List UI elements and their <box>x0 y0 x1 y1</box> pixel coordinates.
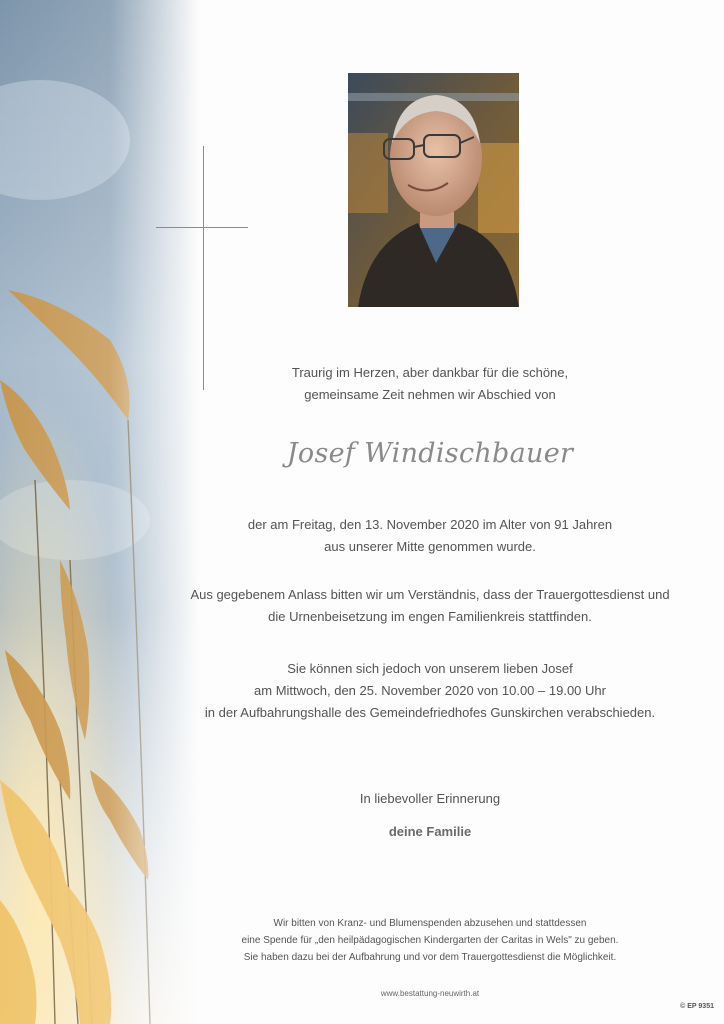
notice-text <box>150 584 710 628</box>
request-line-2: eine Spende für „den heilpädagogischen Kindergarten der Caritas in Wels" zu geben. <box>241 935 619 946</box>
request-line-3: Sie haben dazu bei der Aufbahrung und vor dem Trauergottesdienst die Möglichkeit. <box>243 952 617 963</box>
farewell-line-1: Sie können sich jedoch von unserem lieben Josef <box>287 661 573 676</box>
farewell-line-2: am Mittwoch, den 25. November 2020 von 10.00 – 19.00 Uhr <box>254 683 606 698</box>
donation-request <box>150 915 710 966</box>
intro-text <box>150 362 710 406</box>
death-line-2: aus unserer Mitte genommen wurde. <box>324 539 536 554</box>
reed-sky-image <box>0 0 200 1024</box>
portrait-photo <box>348 73 519 307</box>
death-line-1: der am Freitag, den 13. November 2020 im Alter von 91 Jahren <box>247 517 613 532</box>
family-signature: deine Familie <box>388 824 472 839</box>
memory-text <box>150 788 710 810</box>
death-text <box>150 514 710 558</box>
cross-vertical-line <box>203 146 204 390</box>
memory-line: In liebevoller Erinnerung <box>359 791 501 806</box>
intro-line-1: Traurig im Herzen, aber dankbar für die schöne, <box>291 365 569 380</box>
notice-line-1: Aus gegebenem Anlass bitten wir um Verständnis, dass der Trauergottesdienst und <box>190 587 670 602</box>
intro-line-2: gemeinsame Zeit nehmen wir Abschied von <box>304 387 556 402</box>
website-link[interactable]: www.bestattung-neuwirth.at <box>380 989 480 998</box>
deceased-name: Josef Windischbauer <box>286 438 574 469</box>
farewell-line-3: in der Aufbahrungshalle des Gemeindefriedhofes Gunskirchen verabschieden. <box>204 705 656 720</box>
farewell-text <box>150 658 710 724</box>
product-code: © EP 9351 <box>680 1003 714 1010</box>
notice-line-2: die Urnenbeisetzung im engen Familienkreis stattfinden. <box>268 609 592 624</box>
request-line-1: Wir bitten von Kranz- und Blumenspenden abzusehen und stattdessen <box>273 918 587 929</box>
cross-horizontal-line <box>156 227 248 228</box>
